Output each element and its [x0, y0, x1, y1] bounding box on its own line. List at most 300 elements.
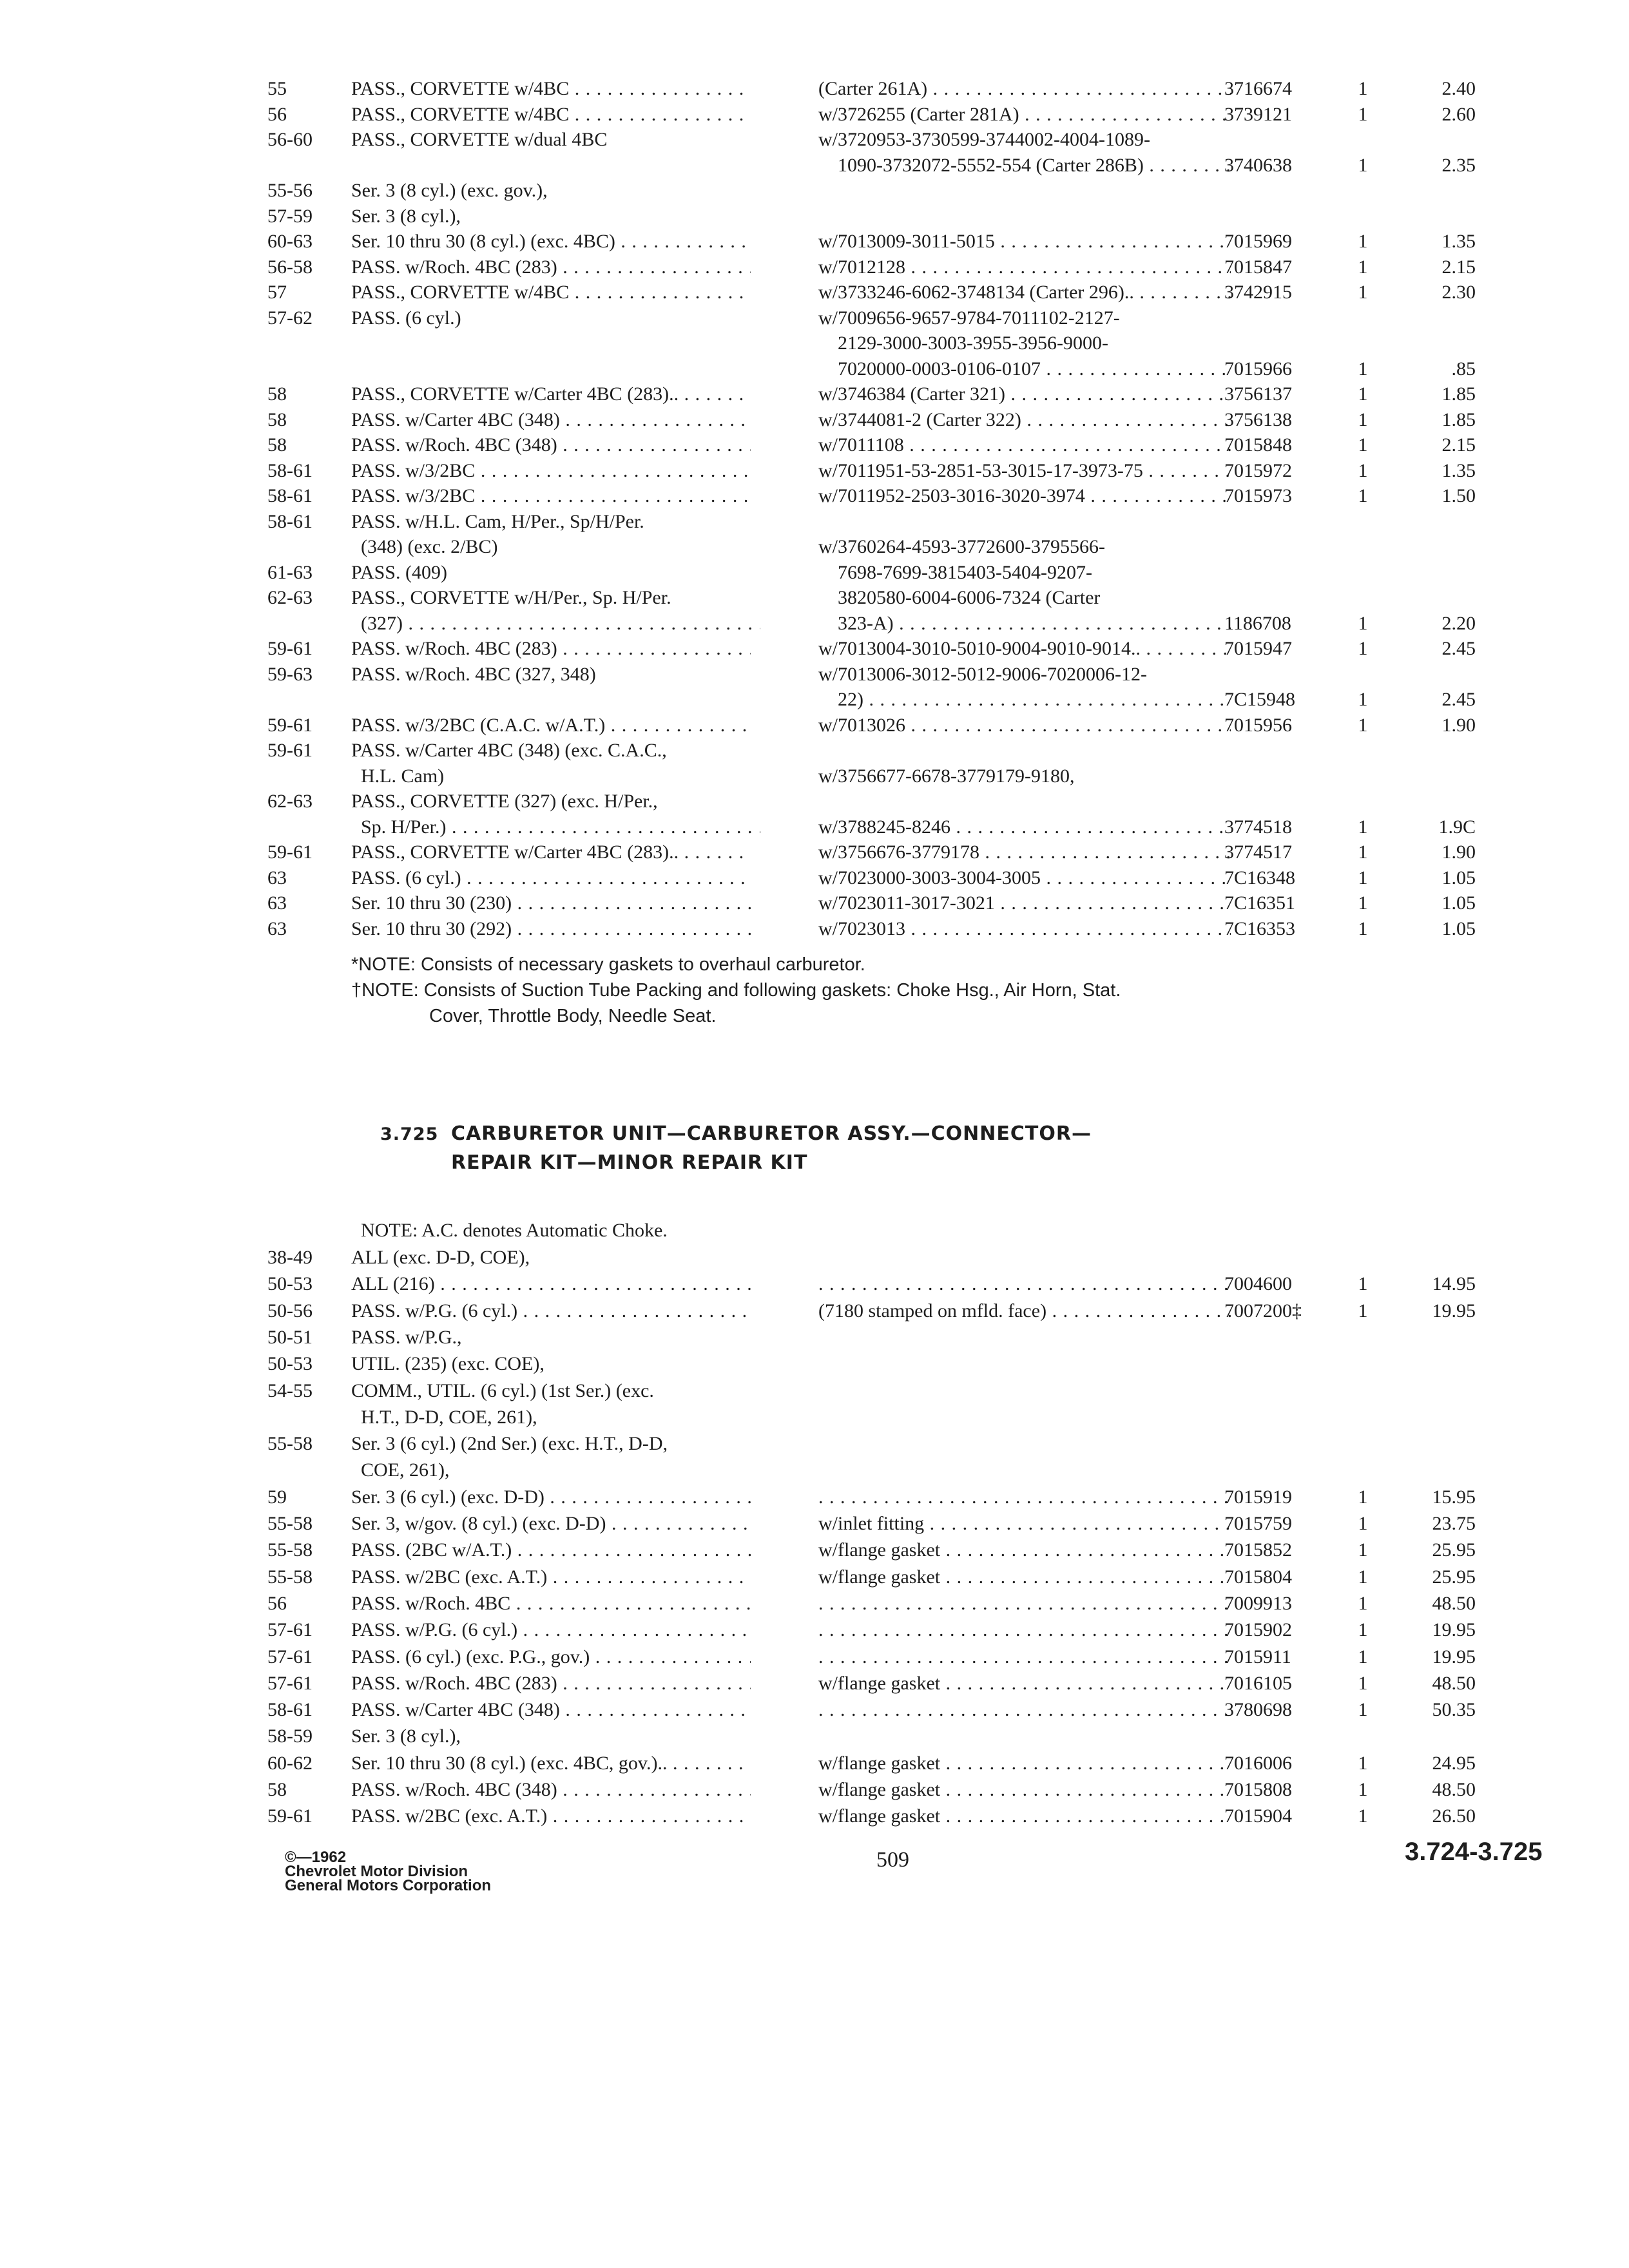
table-row: [0, 1591, 1629, 1619]
part-number-cell: 3774518: [1224, 816, 1292, 838]
price-cell: 1.50: [1441, 485, 1476, 506]
price-cell: 1.05: [1441, 867, 1476, 889]
part-number-cell: 3774517: [1224, 841, 1292, 863]
price-cell: 1.85: [1441, 408, 1476, 430]
table-row: [0, 1245, 1629, 1273]
note-gaskets: *NOTE: Consists of necessary gaskets to overhaul carburetor.: [351, 954, 865, 975]
price-cell: 1.90: [1441, 841, 1476, 863]
table-row: [0, 662, 1629, 690]
table-row: [0, 1378, 1629, 1407]
table-row: [0, 153, 1629, 181]
price-cell: 19.95: [1432, 1619, 1476, 1641]
part-number-cell: 7007200‡: [1224, 1300, 1302, 1321]
spec-cell: 7020000-0003-0106-0107 . . .: [838, 356, 1231, 382]
spec-cell: w/7023000-3003-3004-3005 . . .: [818, 865, 1231, 891]
year-cell: 58-61: [267, 510, 313, 532]
spec-cell: [818, 1697, 1231, 1723]
description-cell: PASS. w/Roch. 4BC (283) . . .: [351, 255, 751, 280]
year-cell: 54-55: [267, 1379, 313, 1401]
table-row: [0, 840, 1629, 868]
part-number-cell: 7015848: [1224, 434, 1292, 456]
quantity-cell: 1: [1358, 408, 1368, 430]
year-cell: 55-58: [267, 1433, 313, 1455]
quantity-cell: 1: [1358, 1486, 1368, 1508]
year-cell: 50-53: [267, 1353, 313, 1375]
part-number-cell: 7015973: [1224, 485, 1292, 506]
spec-cell: 7698-7699-3815403-5404-9207-: [838, 561, 1092, 583]
table-row: [0, 1671, 1629, 1699]
table-row: [0, 687, 1629, 715]
quantity-cell: 1: [1358, 231, 1368, 252]
spec-cell: w/7012128 . . .: [818, 255, 1231, 280]
description-cell: PASS. (409): [351, 561, 447, 583]
spec-cell: [818, 1591, 1231, 1617]
table-row: [0, 1803, 1629, 1832]
price-cell: 2.45: [1441, 689, 1476, 710]
year-cell: 55-56: [267, 180, 313, 201]
part-number-cell: 3756138: [1224, 408, 1292, 430]
description-cell: PASS., CORVETTE w/4BC . . .: [351, 102, 751, 128]
spec-cell: w/7013026 . . .: [818, 713, 1231, 738]
year-cell: 60-62: [267, 1752, 313, 1774]
spec-cell: w/flange gasket . . .: [818, 1751, 1231, 1776]
note-suction-tube-cont: Cover, Throttle Body, Needle Seat.: [429, 1006, 717, 1026]
quantity-cell: 1: [1358, 103, 1368, 125]
section-title-line1: CARBURETOR UNIT—CARBURETOR ASSY.—CONNECTOR—: [451, 1122, 1092, 1145]
description-cell: PASS. w/3/2BC . . .: [351, 458, 751, 484]
part-number-cell: 7015911: [1224, 1646, 1291, 1667]
quantity-cell: 1: [1358, 714, 1368, 736]
description-cell: PASS. w/2BC (exc. A.T.) . . .: [351, 1564, 751, 1590]
spec-cell: [818, 1271, 1231, 1297]
note-suction-tube: †NOTE: Consists of Suction Tube Packing and following gaskets: Choke Hsg., Air Horn, Stat.: [351, 980, 1121, 1001]
spec-cell: [818, 1644, 1231, 1670]
copyright-year: ©—1962: [285, 1849, 347, 1866]
year-cell: 58-61: [267, 485, 313, 506]
price-cell: 1.35: [1441, 459, 1476, 481]
copyright-corp: General Motors Corporation: [285, 1877, 492, 1894]
table-row: [0, 611, 1629, 639]
year-cell: 58-61: [267, 1699, 313, 1721]
table-row: [0, 255, 1629, 283]
year-cell: 58: [267, 434, 287, 456]
part-number-cell: 7015804: [1224, 1566, 1292, 1588]
description-cell: PASS., CORVETTE (327) (exc. H/Per.,: [351, 791, 658, 812]
year-cell: 56-58: [267, 256, 313, 278]
description-cell: PASS. w/P.G. (6 cyl.) . . .: [351, 1298, 751, 1324]
price-cell: 25.95: [1432, 1539, 1476, 1561]
quantity-cell: 1: [1358, 256, 1368, 278]
part-number-cell: 7C15948: [1224, 689, 1296, 710]
quantity-cell: 1: [1358, 1539, 1368, 1561]
year-cell: 58: [267, 383, 287, 405]
description-cell: PASS. w/Carter 4BC (348) (exc. C.A.C.,: [351, 740, 667, 761]
table-row: [0, 865, 1629, 894]
table-row: [0, 534, 1629, 562]
price-cell: 19.95: [1432, 1646, 1476, 1667]
price-cell: 1.90: [1441, 714, 1476, 736]
description-cell: (327) . . .: [361, 611, 760, 637]
spec-cell: 3820580-6004-6006-7324 (Carter: [838, 587, 1101, 608]
table-row: [0, 1564, 1629, 1593]
table-row: [0, 890, 1629, 919]
description-cell: Ser. 3 (6 cyl.) (exc. D-D) . . .: [351, 1485, 751, 1510]
description-cell: PASS. w/Roch. 4BC (283) . . .: [351, 1671, 751, 1696]
table-row: [0, 1617, 1629, 1646]
year-cell: 62-63: [267, 587, 313, 608]
description-cell: Ser. 10 thru 30 (8 cyl.) (exc. 4BC) . . .: [351, 229, 751, 255]
table-row: [0, 1777, 1629, 1805]
description-cell: PASS. (6 cyl.) (exc. P.G., gov.) . . .: [351, 1644, 751, 1670]
quantity-cell: 1: [1358, 612, 1368, 634]
table-row: [0, 407, 1629, 436]
table-row: [0, 76, 1629, 104]
table-row: [0, 432, 1629, 461]
price-cell: 2.20: [1441, 612, 1476, 634]
part-number-cell: 7016006: [1224, 1752, 1292, 1774]
part-number-cell: 7015904: [1224, 1805, 1292, 1827]
part-number-cell: 7004600: [1224, 1273, 1292, 1295]
spec-cell: w/3760264-4593-3772600-3795566-: [818, 536, 1105, 557]
price-cell: 2.60: [1441, 103, 1476, 125]
spec-cell: w/7011952-2503-3016-3020-3974 . . .: [818, 483, 1231, 509]
table-row: [0, 204, 1629, 232]
table-row: [0, 1485, 1629, 1513]
year-cell: 57-59: [267, 205, 313, 227]
description-cell: UTIL. (235) (exc. COE),: [351, 1353, 545, 1375]
quantity-cell: 1: [1358, 434, 1368, 456]
description-cell: PASS. w/Carter 4BC (348) . . .: [351, 1697, 751, 1723]
quantity-cell: 1: [1358, 816, 1368, 838]
spec-cell: w/flange gasket . . .: [818, 1777, 1231, 1803]
table-row: [0, 102, 1629, 130]
spec-cell: w/7013009-3011-5015 . . .: [818, 229, 1231, 255]
year-cell: 59-61: [267, 841, 313, 863]
price-cell: 1.35: [1441, 231, 1476, 252]
year-cell: 58: [267, 408, 287, 430]
table-row: [0, 814, 1629, 843]
year-cell: 63: [267, 918, 287, 939]
price-cell: 2.15: [1441, 256, 1476, 278]
quantity-cell: 1: [1358, 689, 1368, 710]
part-number-cell: 7C16353: [1224, 918, 1296, 939]
price-cell: 48.50: [1432, 1779, 1476, 1800]
year-cell: 57-61: [267, 1672, 313, 1694]
price-cell: 1.05: [1441, 892, 1476, 914]
quantity-cell: 1: [1358, 358, 1368, 380]
description-cell: Ser. 3 (8 cyl.),: [351, 205, 461, 227]
part-number-cell: 7015956: [1224, 714, 1292, 736]
part-number-cell: 1186708: [1224, 612, 1291, 634]
part-number-cell: 7009913: [1224, 1592, 1292, 1614]
description-cell: Ser. 3 (8 cyl.),: [351, 1725, 461, 1747]
section-number: 3.725: [380, 1124, 439, 1144]
description-cell: COE, 261),: [361, 1459, 450, 1481]
year-cell: 50-56: [267, 1300, 313, 1321]
quantity-cell: 1: [1358, 918, 1368, 939]
quantity-cell: 1: [1358, 1672, 1368, 1694]
spec-cell: w/3746384 (Carter 321) . . .: [818, 381, 1231, 407]
year-cell: 62-63: [267, 791, 313, 812]
year-cell: 56: [267, 103, 287, 125]
part-number-cell: 3742915: [1224, 282, 1292, 303]
quantity-cell: 1: [1358, 485, 1368, 506]
table-row: [0, 1511, 1629, 1539]
description-cell: PASS. w/2BC (exc. A.T.) . . .: [351, 1803, 751, 1829]
year-cell: 55-58: [267, 1566, 313, 1588]
spec-cell: w/7023013 . . .: [818, 916, 1231, 942]
table-row: [0, 458, 1629, 486]
spec-cell: w/3733246-6062-3748134 (Carter 296).. . . .: [818, 280, 1231, 305]
table-row: [0, 1431, 1629, 1459]
spec-cell: w/7023011-3017-3021 . . .: [818, 890, 1231, 916]
year-cell: 59-61: [267, 1805, 313, 1827]
spec-cell: w/3788245-8246 . . .: [818, 814, 1231, 840]
quantity-cell: 1: [1358, 1513, 1368, 1534]
quantity-cell: 1: [1358, 1779, 1368, 1800]
table-row: [0, 1751, 1629, 1779]
price-cell: 1.85: [1441, 383, 1476, 405]
table-row: [0, 789, 1629, 817]
description-cell: PASS. w/H.L. Cam, H/Per., Sp/H/Per.: [351, 510, 644, 532]
year-cell: 55: [267, 78, 287, 99]
table-row: [0, 738, 1629, 766]
spec-cell: w/3720953-3730599-3744002-4004-1089-: [818, 129, 1150, 150]
price-cell: 2.40: [1441, 78, 1476, 99]
table-row: [0, 636, 1629, 664]
year-cell: 60-63: [267, 231, 313, 252]
description-cell: Ser. 3, w/gov. (8 cyl.) (exc. D-D) . . .: [351, 1511, 751, 1537]
part-number-cell: 7C16348: [1224, 867, 1296, 889]
part-number-cell: 3739121: [1224, 103, 1292, 125]
year-cell: 56-60: [267, 129, 313, 150]
price-cell: 1.05: [1441, 918, 1476, 939]
quantity-cell: 1: [1358, 1752, 1368, 1774]
price-cell: 50.35: [1432, 1699, 1476, 1721]
quantity-cell: 1: [1358, 78, 1368, 99]
section-title-line2: REPAIR KIT—MINOR REPAIR KIT: [451, 1151, 808, 1174]
part-number-cell: 7016105: [1224, 1672, 1292, 1694]
description-cell: PASS. w/Carter 4BC (348) . . .: [351, 407, 751, 433]
section-note: NOTE: A.C. denotes Automatic Choke.: [361, 1220, 668, 1241]
year-cell: 59-61: [267, 740, 313, 761]
description-cell: Ser. 10 thru 30 (8 cyl.) (exc. 4BC, gov.).. . . .: [351, 1751, 751, 1776]
spec-cell: w/3726255 (Carter 281A) . . .: [818, 102, 1231, 128]
description-cell: PASS., CORVETTE w/dual 4BC: [351, 129, 608, 150]
copyright-division: Chevrolet Motor Division: [285, 1863, 468, 1880]
quantity-cell: 1: [1358, 1619, 1368, 1641]
table-row: [0, 1351, 1629, 1379]
spec-cell: 323-A) . . .: [838, 611, 1231, 637]
year-cell: 61-63: [267, 561, 313, 583]
price-cell: 1.9C: [1438, 816, 1476, 838]
price-cell: 2.35: [1441, 154, 1476, 176]
description-cell: PASS. w/3/2BC . . .: [351, 483, 751, 509]
spec-cell: [818, 1617, 1231, 1643]
quantity-cell: 1: [1358, 459, 1368, 481]
part-number-cell: 7015902: [1224, 1619, 1292, 1641]
table-row: [0, 1644, 1629, 1673]
description-cell: Ser. 3 (8 cyl.) (exc. gov.),: [351, 180, 548, 201]
description-cell: PASS. w/P.G.,: [351, 1326, 462, 1348]
description-cell: COMM., UTIL. (6 cyl.) (1st Ser.) (exc.: [351, 1379, 654, 1401]
part-number-cell: 7015919: [1224, 1486, 1292, 1508]
price-cell: 2.45: [1441, 638, 1476, 659]
description-cell: H.T., D-D, COE, 261),: [361, 1406, 537, 1428]
year-cell: 59: [267, 1486, 287, 1508]
table-row: [0, 305, 1629, 334]
table-row: [0, 229, 1629, 257]
spec-cell: (Carter 261A) . . .: [818, 76, 1231, 102]
description-cell: PASS. w/Roch. 4BC (348) . . .: [351, 432, 751, 458]
part-number-cell: 7015759: [1224, 1513, 1292, 1534]
table-row: [0, 585, 1629, 613]
price-cell: 26.50: [1432, 1805, 1476, 1827]
price-cell: 2.15: [1441, 434, 1476, 456]
description-cell: ALL (exc. D-D, COE),: [351, 1247, 530, 1268]
description-cell: PASS., CORVETTE w/Carter 4BC (283).. . . .: [351, 840, 751, 865]
spec-cell: w/7013006-3012-5012-9006-7020006-12-: [818, 663, 1147, 685]
year-cell: 59-61: [267, 714, 313, 736]
part-number-cell: 7015969: [1224, 231, 1292, 252]
description-cell: PASS. (2BC w/A.T.) . . .: [351, 1537, 751, 1563]
description-cell: PASS. w/Roch. 4BC . . .: [351, 1591, 751, 1617]
description-cell: PASS. w/Roch. 4BC (348) . . .: [351, 1777, 751, 1803]
quantity-cell: 1: [1358, 383, 1368, 405]
description-cell: H.L. Cam): [361, 765, 445, 787]
description-cell: PASS. w/Roch. 4BC (327, 348): [351, 663, 596, 685]
table-row: [0, 560, 1629, 588]
description-cell: PASS., CORVETTE w/4BC . . .: [351, 76, 751, 102]
quantity-cell: 1: [1358, 841, 1368, 863]
year-cell: 57-61: [267, 1646, 313, 1667]
year-cell: 58: [267, 1779, 287, 1800]
description-cell: PASS. w/P.G. (6 cyl.) . . .: [351, 1617, 751, 1643]
part-number-cell: 3716674: [1224, 78, 1292, 99]
spec-cell: [818, 1485, 1231, 1510]
year-cell: 57-61: [267, 1619, 313, 1641]
quantity-cell: 1: [1358, 1805, 1368, 1827]
spec-cell: w/7009656-9657-9784-7011102-2127-: [818, 307, 1120, 329]
quantity-cell: 1: [1358, 154, 1368, 176]
table-row: [0, 381, 1629, 410]
table-row: [0, 713, 1629, 741]
quantity-cell: 1: [1358, 638, 1368, 659]
quantity-cell: 1: [1358, 1273, 1368, 1295]
quantity-cell: 1: [1358, 1646, 1368, 1667]
spec-cell: (7180 stamped on mfld. face) . . .: [818, 1298, 1231, 1324]
price-cell: .85: [1451, 358, 1476, 380]
description-cell: Ser. 10 thru 30 (292) . . .: [351, 916, 751, 942]
year-cell: 55-58: [267, 1513, 313, 1534]
part-number-cell: 3780698: [1224, 1699, 1292, 1721]
year-cell: 58-61: [267, 459, 313, 481]
price-cell: 14.95: [1432, 1273, 1476, 1295]
table-row: [0, 483, 1629, 512]
description-cell: Ser. 10 thru 30 (230) . . .: [351, 890, 751, 916]
table-row: [0, 280, 1629, 308]
part-number-cell: 7015947: [1224, 638, 1292, 659]
description-cell: ALL (216) . . .: [351, 1271, 751, 1297]
table-row: [0, 1298, 1629, 1327]
year-cell: 63: [267, 867, 287, 889]
table-row: [0, 1697, 1629, 1725]
part-number-cell: 3756137: [1224, 383, 1292, 405]
table-row: [0, 1724, 1629, 1752]
spec-cell: 1090-3732072-5552-554 (Carter 286B) . . .: [838, 153, 1231, 178]
year-cell: 50-53: [267, 1273, 313, 1295]
quantity-cell: 1: [1358, 1699, 1368, 1721]
copyright-block: [285, 1850, 491, 1893]
spec-cell: w/flange gasket . . .: [818, 1803, 1231, 1829]
spec-cell: w/flange gasket . . .: [818, 1537, 1231, 1563]
table-row: [0, 1537, 1629, 1566]
year-cell: 59-63: [267, 663, 313, 685]
quantity-cell: 1: [1358, 1300, 1368, 1321]
description-cell: PASS. (6 cyl.): [351, 307, 461, 329]
description-cell: (348) (exc. 2/BC): [361, 536, 498, 557]
quantity-cell: 1: [1358, 867, 1368, 889]
table-row: [0, 1325, 1629, 1353]
spec-cell: w/3756676-3779178 . . .: [818, 840, 1231, 865]
year-cell: 58-59: [267, 1725, 313, 1747]
year-cell: 56: [267, 1592, 287, 1614]
table-row: [0, 331, 1629, 359]
price-cell: 23.75: [1432, 1513, 1476, 1534]
year-cell: 57: [267, 282, 287, 303]
price-cell: 48.50: [1432, 1592, 1476, 1614]
spec-cell: w/3744081-2 (Carter 322) . . .: [818, 407, 1231, 433]
quantity-cell: 1: [1358, 282, 1368, 303]
spec-cell: w/7011951-53-2851-53-3015-17-3973-75 . . .: [818, 458, 1231, 484]
quantity-cell: 1: [1358, 892, 1368, 914]
quantity-cell: 1: [1358, 1592, 1368, 1614]
part-number-cell: 7C16351: [1224, 892, 1296, 914]
part-number-cell: 3740638: [1224, 154, 1292, 176]
part-number-cell: 7015808: [1224, 1779, 1292, 1800]
price-cell: 24.95: [1432, 1752, 1476, 1774]
spec-cell: w/3756677-6678-3779179-9180,: [818, 765, 1075, 787]
price-cell: 2.30: [1441, 282, 1476, 303]
description-cell: PASS., CORVETTE w/Carter 4BC (283).. . . .: [351, 381, 751, 407]
part-number-cell: 7015852: [1224, 1539, 1292, 1561]
year-cell: 38-49: [267, 1247, 313, 1268]
table-row: [0, 356, 1629, 385]
description-cell: Ser. 3 (6 cyl.) (2nd Ser.) (exc. H.T., D-D,: [351, 1433, 668, 1455]
table-row: [0, 1271, 1629, 1300]
spec-cell: w/inlet fitting . . .: [818, 1511, 1231, 1537]
price-cell: 25.95: [1432, 1566, 1476, 1588]
table-row: [0, 1405, 1629, 1433]
table-row: [0, 764, 1629, 792]
year-cell: 57-62: [267, 307, 313, 329]
price-cell: 48.50: [1432, 1672, 1476, 1694]
description-cell: PASS., CORVETTE w/4BC . . .: [351, 280, 751, 305]
table-row: [0, 509, 1629, 537]
year-cell: 50-51: [267, 1326, 313, 1348]
year-cell: 55-58: [267, 1539, 313, 1561]
description-cell: PASS. w/3/2BC (C.A.C. w/A.T.) . . .: [351, 713, 751, 738]
spec-cell: w/7013004-3010-5010-9004-9010-9014.. . . .: [818, 636, 1231, 662]
part-number-cell: 7015972: [1224, 459, 1292, 481]
description-cell: PASS. w/Roch. 4BC (283) . . .: [351, 636, 751, 662]
spec-cell: 22) . . .: [838, 687, 1231, 713]
price-cell: 19.95: [1432, 1300, 1476, 1321]
spec-cell: w/7011108 . . .: [818, 432, 1231, 458]
table-row: [0, 127, 1629, 155]
table-row: [0, 1457, 1629, 1486]
description-cell: PASS. (6 cyl.) . . .: [351, 865, 751, 891]
